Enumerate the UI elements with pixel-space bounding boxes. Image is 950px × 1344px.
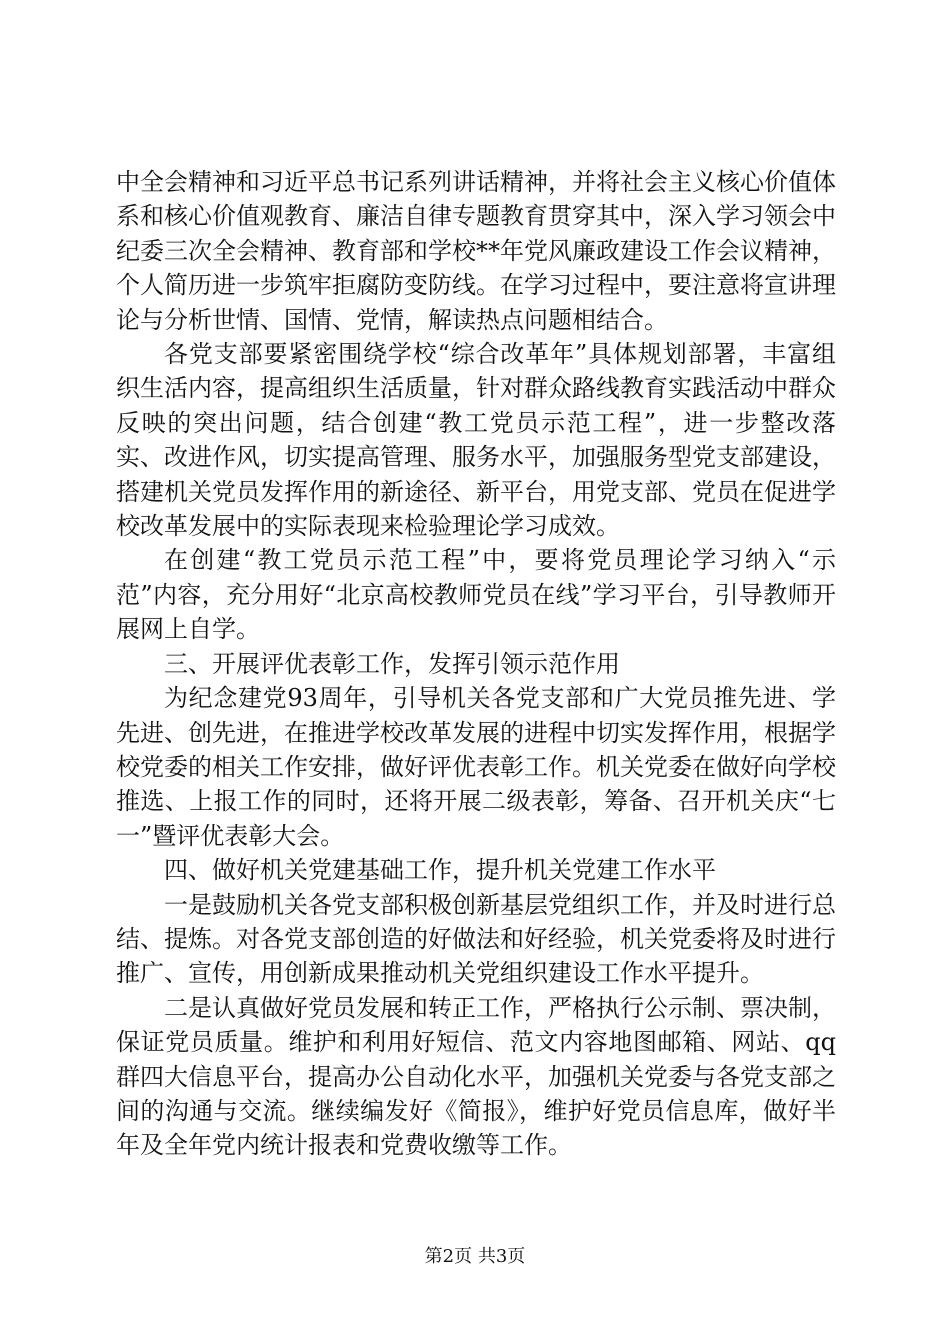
paragraph: 各党支部要紧密围绕学校“综合改革年”具体规划部署，丰富组织生活内容，提高组织生活质量，针对群众路线教育实践活动中群众反映的突出问题，结合创建“教工党员示范工程”，进一步整改落实、改进作风，切实提高管理、服务水平，加强服务型党支部建设，搭建机关党员发挥作用的新途径、新平台，用党支部、党员在促进学校改革发展中的实际表现来检验理论学习成效。 <box>116 340 836 541</box>
document-body <box>116 165 836 1163</box>
paragraph: 二是认真做好党员发展和转正工作，严格执行公示制、票决制，保证党员质量。维护和利用好短信、范文内容地图邮箱、网站、qq群四大信息平台，提高办公自动化水平，加强机关党委与各党支部之间的沟通与交流。继续编发好《简报》，维护好党员信息库，做好半年及全年党内统计报表和党费收缴等工作。 <box>116 993 836 1160</box>
paragraph: 一是鼓励机关各党支部积极创新基层党组织工作，并及时进行总结、提炼。对各党支部创造的好做法和好经验，机关党委将及时进行推广、宣传，用创新成果推动机关党组织建设工作水平提升。 <box>116 890 836 988</box>
paragraph: 为纪念建党93周年，引导机关各党支部和广大党员推先进、学先进、创先进，在推进学校改革发展的进程中切实发挥作用，根据学校党委的相关工作安排，做好评优表彰工作。机关党委在做好向学校推选、上报工作的同时，还将开展二级表彰，筹备、召开机关庆“七一”暨评优表彰大会。 <box>116 684 836 850</box>
paragraph: 在创建“教工党员示范工程”中，要将党员理论学习纳入“示范”内容，充分用好“北京高校教师党员在线”学习平台，引导教师开展网上自学。 <box>116 546 836 644</box>
page-number-footer: 第2页 共3页 <box>424 1246 526 1267</box>
section-heading: 三、开展评优表彰工作，发挥引领示范作用 <box>164 649 620 678</box>
section-heading: 四、做好机关党建基础工作，提升机关党建工作水平 <box>164 856 716 885</box>
paragraph-continuation: 中全会精神和习近平总书记系列讲话精神，并将社会主义核心价值体系和核心价值观教育、廉洁自律专题教育贯穿其中，深入学习领会中纪委三次全会精神、教育部和学校**年党风廉政建设工作会议精神，个人简历进一步筑牢拒腐防变防线。在学习过程中，要注意将宣讲理论与分析世情、国情、党情，解读热点问题相结合。 <box>116 168 836 334</box>
